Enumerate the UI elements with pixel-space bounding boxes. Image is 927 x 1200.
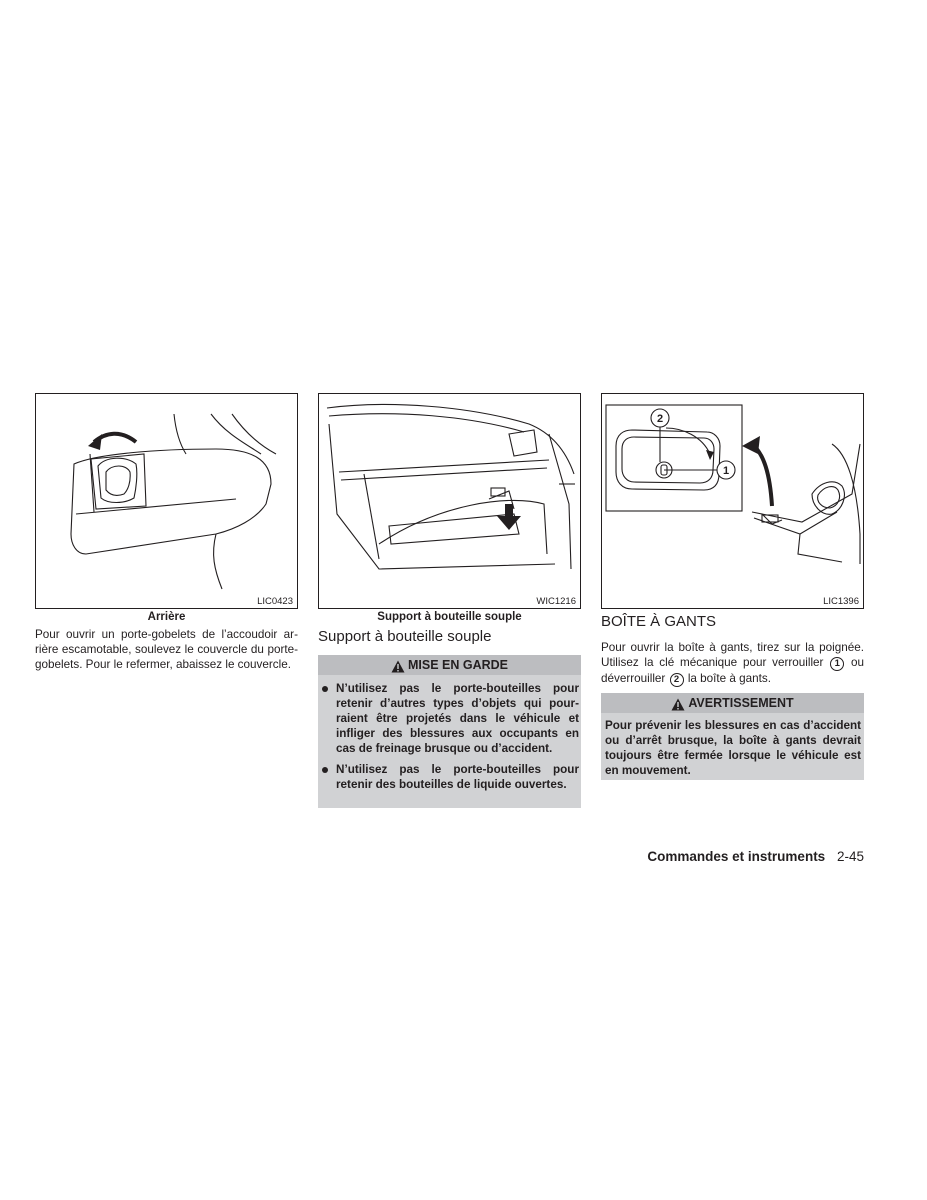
list-item <box>322 681 579 756</box>
figure-code: LIC1396 <box>823 596 859 607</box>
glovebox-text-1: Pour ouvrir la boîte à gants, tirez sur la poignée. Utilisez la clé mécanique pour verrouiller <box>601 641 864 669</box>
warning-triangle-icon <box>391 660 405 673</box>
glovebox-text-2: ou déverrouiller <box>601 656 865 685</box>
warning-title-text: AVERTISSEMENT <box>688 696 794 710</box>
callout-2-icon: 2 <box>670 673 684 687</box>
page-number: 2-45 <box>836 849 864 864</box>
warning-triangle-icon <box>671 698 685 711</box>
figure-glove-box <box>601 393 864 609</box>
callout-1-icon: 1 <box>830 657 844 671</box>
caution-list <box>318 675 581 792</box>
caution-title-text: MISE EN GARDE <box>407 658 508 672</box>
caution-item-text: N’utilisez pas le porte-bouteilles pour retenir d’autres types d’objets qui pourraient être projetés dans le véhicule et infliger des blessures aux occupants en cas de freinage brusque ou d’accident. <box>336 682 579 755</box>
glovebox-text-3: la boîte à gants. <box>687 672 771 685</box>
armrest-paragraph: Pour ouvrir un porte-gobelets de l’accoudoir arrière escamotable, soulevez le couvercle du porte-gobelets. Pour le refermer, abaissez le couvercle. <box>35 628 298 671</box>
figure-code: WIC1216 <box>536 596 576 607</box>
figure-door-bottle-holder <box>318 393 581 609</box>
warning-box <box>601 693 864 780</box>
glovebox-illustration <box>602 394 863 608</box>
caution-box <box>318 655 581 808</box>
bullet-icon <box>322 767 328 773</box>
caution-title <box>318 655 581 675</box>
list-item <box>322 762 579 792</box>
footer-section: Commandes et instruments <box>647 849 826 864</box>
warning-title <box>601 693 864 713</box>
section-heading: BOÎTE À GANTS <box>601 613 717 630</box>
figure-armrest-cupholder <box>35 393 298 609</box>
section-heading: Support à bouteille souple <box>318 628 492 645</box>
caution-item-text: N’utilisez pas le porte-bouteilles pour retenir des bouteilles de liquide ouvertes. <box>336 763 579 791</box>
callout-2-label: 2 <box>656 413 664 425</box>
figure-caption: Arrière <box>147 611 186 623</box>
armrest-illustration <box>36 394 297 608</box>
page-footer <box>560 849 864 864</box>
bullet-icon <box>322 686 328 692</box>
figure-code: LIC0423 <box>257 596 293 607</box>
glovebox-paragraph <box>601 640 864 687</box>
warning-text: Pour prévenir les blessures en cas d’accident ou d’arrêt brusque, la boîte à gants devrait toujours être fermée lorsque le véhicule est en mouvement. <box>605 719 861 777</box>
figure-caption: Support à bouteille souple <box>377 611 522 623</box>
door-illustration <box>319 394 580 608</box>
callout-1-label: 1 <box>722 465 730 477</box>
